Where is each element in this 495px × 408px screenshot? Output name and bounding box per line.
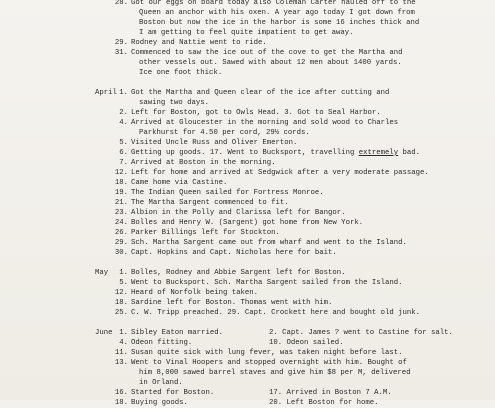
month-label: May xyxy=(95,269,109,277)
entry-text: sawing two days. xyxy=(139,99,210,107)
document-line xyxy=(0,258,495,268)
entry-text: Arrived in Boston 7 A.M. xyxy=(286,389,392,397)
day-number: 5. xyxy=(119,139,128,147)
entry-text: Boston but now the ice in the harbor is some 16 inches thick and xyxy=(139,19,420,27)
document-line xyxy=(0,108,495,118)
day-number: 4. xyxy=(119,339,128,347)
day-number: 29. xyxy=(114,39,128,47)
document-line xyxy=(0,28,495,38)
document-line xyxy=(0,288,495,298)
entry-text: Odeon sailed. xyxy=(286,339,344,347)
month-label: June xyxy=(95,329,113,337)
document-line xyxy=(0,268,495,278)
document-line xyxy=(0,98,495,108)
entry-text: Capt. Hopkins and Capt. Nicholas here for bait. xyxy=(131,249,337,257)
document-line xyxy=(0,78,495,88)
day-number: 16. xyxy=(114,389,128,397)
day-number: 11. xyxy=(114,349,128,357)
day-number: 4. xyxy=(119,119,128,127)
document-line xyxy=(0,158,495,168)
entry-text: Getting up goods. 17. Went to Bucksport, travelling extremely bad. xyxy=(131,149,421,157)
entry-text: Started for Boston. xyxy=(131,389,215,397)
document-line xyxy=(0,248,495,258)
document-line xyxy=(0,358,495,368)
second-entry xyxy=(269,328,453,338)
day-number: 2. xyxy=(119,109,128,117)
day-number: 13. xyxy=(114,359,128,367)
day-number: 29. xyxy=(114,239,128,247)
document-line xyxy=(0,128,495,138)
day-number: 18. xyxy=(114,299,128,307)
document-line xyxy=(0,88,495,98)
day-number: 24. xyxy=(114,219,128,227)
entry-text: Parker Billings left for Stockton. xyxy=(131,229,280,237)
day-number: 18. xyxy=(114,399,128,407)
day-number: 1. xyxy=(119,269,128,277)
day-number: 18. xyxy=(114,179,128,187)
entry-text: Rodney and Nattie went to ride. xyxy=(131,39,267,47)
document-line xyxy=(0,398,495,408)
day-number: 31. xyxy=(114,49,128,57)
document-line xyxy=(0,138,495,148)
document-line xyxy=(0,58,495,68)
document-line xyxy=(0,198,495,208)
document-line xyxy=(0,218,495,228)
day-number: 2. xyxy=(269,329,278,337)
document-line xyxy=(0,328,495,338)
document-line xyxy=(0,38,495,48)
entry-text: Bolles and Henry W. (Sargent) got home from New York. xyxy=(131,219,364,227)
document-line xyxy=(0,228,495,238)
document-line xyxy=(0,68,495,78)
entry-text: The Martha Sargent commenced to fit. xyxy=(131,199,289,207)
entry-text: Bolles, Rodney and Abbie Sargent left for Boston. xyxy=(131,269,346,277)
entry-text: Sibley Eaton married. xyxy=(131,329,223,337)
day-number: 20. xyxy=(269,399,283,407)
entry-text: Visited Uncle Russ and Oliver Emerton. xyxy=(131,139,298,147)
day-number: 12. xyxy=(114,169,128,177)
document-line xyxy=(0,238,495,248)
entry-text: The Indian Queen sailed for Fortress Monroe. xyxy=(131,189,324,197)
day-number: 12. xyxy=(114,289,128,297)
entry-text: Arrived at Gloucester in the morning and sold wood to Charles xyxy=(131,119,399,127)
day-number: 1. xyxy=(119,89,128,97)
second-entry xyxy=(269,388,392,398)
document-line xyxy=(0,308,495,318)
entry-text: Sch. Martha Sargent came out from wharf and went to the Island. xyxy=(131,239,407,247)
entry-text: in Orland. xyxy=(139,379,183,387)
day-number: 1. xyxy=(119,329,128,337)
entry-text: Came home via Castine. xyxy=(131,179,228,187)
entry-text: Left Boston for home. xyxy=(286,399,379,407)
entry-text: I am getting to feel quite impatient to get away. xyxy=(139,29,354,37)
document-line xyxy=(0,18,495,28)
entry-text: Left for home and arrived at Sedgwick after a very moderate passage. xyxy=(131,169,429,177)
document-line xyxy=(0,148,495,158)
day-number: 28. xyxy=(114,0,128,7)
day-number: 26. xyxy=(114,229,128,237)
entry-text: Heard of Norfolk being taken. xyxy=(131,289,258,297)
day-number: 7. xyxy=(119,159,128,167)
document-line xyxy=(0,298,495,308)
entry-text: Went to Bucksport. Sch. Martha Sargent sailed from the Island. xyxy=(131,279,403,287)
entry-text: him 8,000 sawed barrel staves and give him $8 per M, delivered xyxy=(139,369,411,377)
document-line xyxy=(0,348,495,358)
document-line xyxy=(0,0,495,8)
entry-text: Went to Vinal Hoopers and stopped overnight with him. Bought of xyxy=(131,359,407,367)
day-number: 5. xyxy=(119,279,128,287)
entry-text: Parkhurst for 4.50 per cord, 29½ cords. xyxy=(139,129,310,137)
day-number: 21. xyxy=(114,199,128,207)
document-line xyxy=(0,208,495,218)
second-entry xyxy=(269,338,343,348)
document-line xyxy=(0,368,495,378)
document-line xyxy=(0,168,495,178)
document-line xyxy=(0,318,495,328)
entry-text: Capt. James ? went to Castine for salt. xyxy=(282,329,453,337)
entry-text: Ice one foot thick. xyxy=(139,69,223,77)
entry-text: Commenced to saw the ice out of the cove to get the Martha and xyxy=(131,49,403,57)
entry-text: other vessels out. Sawed with about 12 men about 1400 yards. xyxy=(139,59,402,67)
underlined-word: extremely xyxy=(358,149,399,157)
entry-text: Queen an anchor with his oxen. A year ago today I got down from xyxy=(139,9,415,17)
entry-text: Sardine left for Boston. Thomas went with him. xyxy=(131,299,333,307)
entry-text: Odeon fitting. xyxy=(131,339,193,347)
document-line xyxy=(0,8,495,18)
entry-text: C. W. Tripp preached. 29. Capt. Crockett here and bought old junk. xyxy=(131,309,421,317)
day-number: 30. xyxy=(114,249,128,257)
document-line xyxy=(0,378,495,388)
entry-text: Got our eggs on board today also Coleman Carter hauled off to the xyxy=(131,0,416,7)
entry-text: Left for Boston, got to Owls Head. 3. Got to Seal Harbor. xyxy=(131,109,381,117)
day-number: 23. xyxy=(114,209,128,217)
day-number: 25. xyxy=(114,309,128,317)
month-label: April xyxy=(95,89,117,97)
entry-text: Arrived at Boston in the morning. xyxy=(131,159,276,167)
document-line xyxy=(0,178,495,188)
day-number: 19. xyxy=(114,189,128,197)
day-number: 6. xyxy=(119,149,128,157)
document-line xyxy=(0,188,495,198)
entry-text: Susan quite sick with lung fever, was taken night before last. xyxy=(131,349,403,357)
document-line xyxy=(0,118,495,128)
document-line xyxy=(0,278,495,288)
day-number: 17. xyxy=(269,389,283,397)
document-line xyxy=(0,388,495,398)
second-entry xyxy=(269,398,379,408)
document-line xyxy=(0,338,495,348)
entry-text: Albion in the Polly and Clarissa left for Bangor. xyxy=(131,209,346,217)
day-number: 10. xyxy=(269,339,283,347)
document-line xyxy=(0,48,495,58)
entry-text: Buying goods. xyxy=(131,399,188,407)
entry-text: Got the Martha and Queen clear of the ice after cutting and xyxy=(131,89,390,97)
